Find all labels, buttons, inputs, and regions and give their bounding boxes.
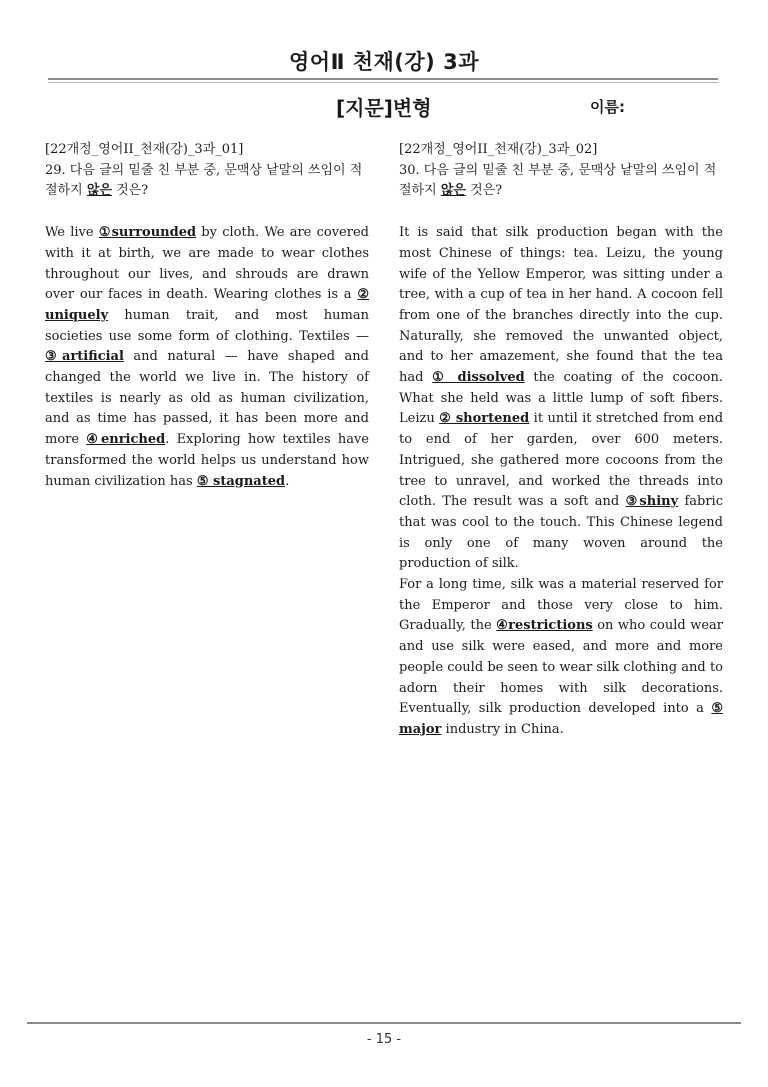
- question-stem-end: 것은?: [111, 183, 149, 199]
- passage-paragraph: [45, 223, 369, 492]
- passage-text: We live: [45, 225, 99, 241]
- page-number: - 15 -: [366, 1032, 402, 1047]
- passage-text: by cloth. We are covered with it at birth, we are made to wear clothes throughout our lives, and shrouds are drawn over our faces in death. Wearing clothes is a: [45, 225, 369, 303]
- header-rule-thin: [48, 82, 718, 83]
- answer-choice: ①surrounded: [98, 225, 197, 241]
- passage-paragraph: [399, 223, 723, 575]
- passage-text: . Exploring how textiles have transformed the world helps us understand how human civilization has: [45, 432, 369, 489]
- passage-text: human trait, and most human societies use some form of clothing. Textiles —: [45, 307, 369, 344]
- passage: [45, 223, 369, 492]
- question-stem-text: 29. 다음 글의 밑줄 친 부분 중, 문맥상 낱말의 쓰임이 적절하지: [45, 162, 363, 199]
- question-id: [22개정_영어II_천재(강)_3과_01]: [45, 142, 244, 157]
- header-rule: [48, 78, 718, 80]
- passage-text: For a long time, silk was a material reserved for the Emperor and those very close to him. Gradually, the: [399, 577, 723, 634]
- question-stem-emphasis: 않은: [86, 183, 112, 199]
- answer-choice: ② uniquely: [45, 287, 369, 323]
- passage: [399, 223, 723, 741]
- answer-choice: ⑤ stagnated: [196, 473, 286, 489]
- question-30: [399, 140, 723, 741]
- answer-choice: ③artificial: [45, 349, 124, 365]
- question-stem: [45, 161, 369, 202]
- answer-choice: ④restrictions: [496, 618, 593, 634]
- answer-choice: ④enriched: [86, 432, 166, 448]
- passage-text: the coating of the cocoon. What she held was a little lump of soft fibers. Leizu: [399, 370, 723, 427]
- question-stem-text: 30. 다음 글의 밑줄 친 부분 중, 문맥상 낱말의 쓰임이 적절하지: [399, 162, 717, 199]
- name-field-label: 이름:: [590, 98, 625, 116]
- question-stem: [399, 161, 723, 202]
- question-stem-emphasis: 않은: [440, 183, 466, 199]
- passage-text: it until it stretched from end to end of her garden, over 600 meters. Intrigued, she gathered more cocoons from the tree to unravel, and worked the threads into cloth. The result was a soft and: [399, 411, 724, 510]
- answer-choice: ③shiny: [625, 494, 679, 510]
- answer-choice: ① dissolved: [432, 370, 525, 386]
- question-stem-end: 것은?: [465, 183, 503, 199]
- passage-text: fabric that was cool to the touch. This Chinese legend is only one of many woven around the production of silk.: [399, 494, 723, 572]
- passage-text: on who could wear and use silk were eased, and more and more people could be seen to wear silk clothing and to adorn their homes with silk decorations. Eventually, silk production developed into a: [399, 618, 723, 717]
- answer-choice: ⑤ major: [399, 701, 723, 737]
- passage-text: It is said that silk production began with the most Chinese of things: tea. Leizu, the young wife of the Yellow Emperor, was sitting under a tree, with a cup of tea in her hand. A cocoon fell from one of the branches directly into the cup. Naturally, she removed the unwanted object, and to her amazement, she found that the tea had: [399, 225, 723, 386]
- footer-rule: [27, 1022, 741, 1024]
- question-29: [45, 140, 369, 492]
- passage-paragraph: [399, 575, 723, 741]
- answer-choice: ② shortened: [439, 411, 530, 427]
- passage-text: .: [285, 473, 290, 489]
- page-title: 영어Ⅱ 천재(강) 3과: [289, 50, 479, 74]
- passage-text: and natural — have shaped and changed the world we live in. The history of textiles is nearly as old as human civilization, and as time has passed, it has been more and more: [45, 349, 369, 448]
- question-id: [22개정_영어II_천재(강)_3과_02]: [399, 142, 598, 157]
- page-subtitle: [지문]변형: [336, 96, 432, 120]
- passage-text: industry in China.: [441, 721, 564, 737]
